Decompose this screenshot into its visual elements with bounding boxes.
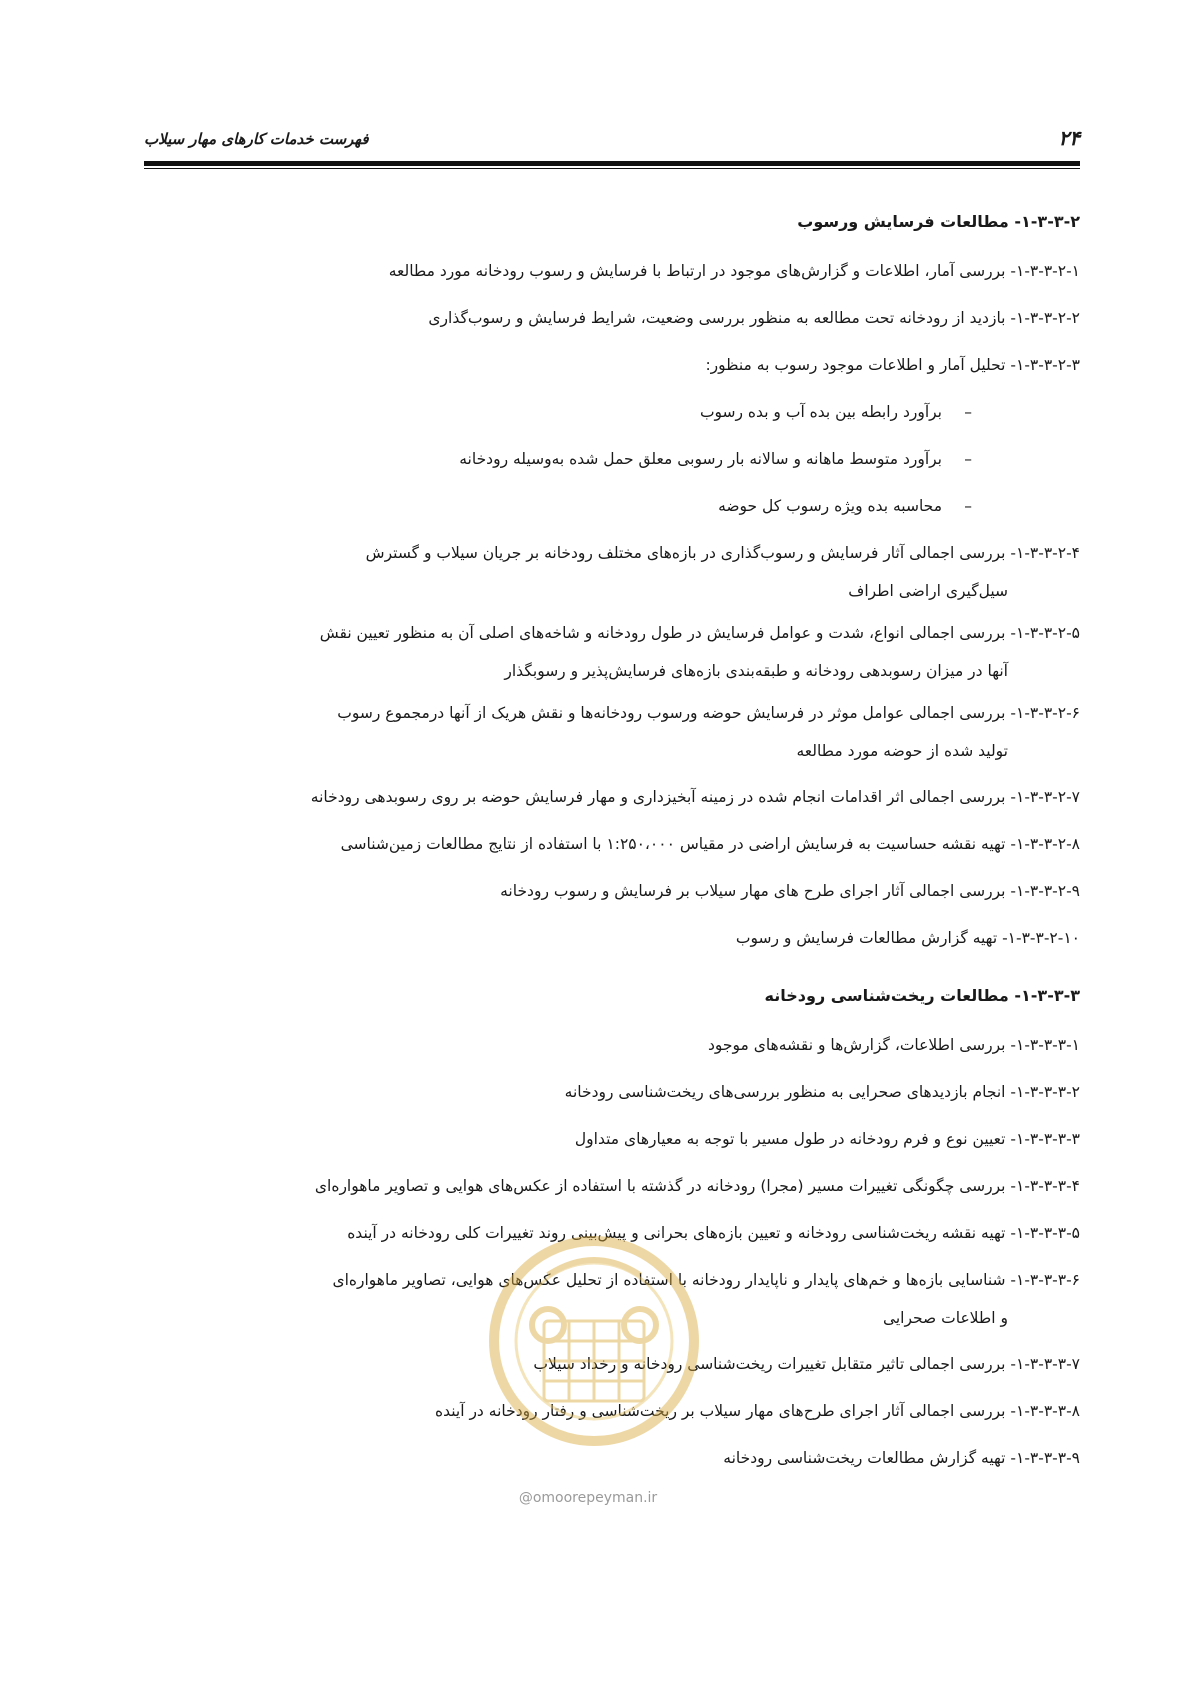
list-item: ۱-۳-۳-۳-۹- تهیه گزارش مطالعات ریخت‌شناسی رودخانه xyxy=(723,1449,1080,1467)
list-item: ۱-۳-۳-۲-۶- بررسی اجمالی عوامل موثر در فرسایش حوضه ورسوب رودخانه‌ها و نقش هریک از آنها درمجموع رسوب تولید شده از حوضه مورد مطالعه xyxy=(337,704,1080,760)
bullet-item: –برآورد رابطه بین بده آب و بده رسوب xyxy=(144,389,1080,436)
list-item: ۱-۳-۳-۳-۲- انجام بازدیدهای صحرایی به منظور بررسی‌های ریخت‌شناسی رودخانه xyxy=(564,1083,1080,1101)
list-item: ۱-۳-۳-۳-۴- بررسی چگونگی تغییرات مسیر (مجرا) رودخانه در گذشته با استفاده از عکس‌های هوایی و تصاویر ماهواره‌ای xyxy=(314,1177,1080,1195)
section-heading-morphology: ۱-۳-۳-۳- مطالعات ریخت‌شناسی رودخانه xyxy=(764,986,1080,1005)
list-item: ۱-۳-۳-۳-۵- تهیه نقشه ریخت‌شناسی رودخانه و تعیین بازه‌های بحرانی و پیش‌بینی روند تغییرات کلی رودخانه در آینده xyxy=(347,1224,1080,1242)
list-item: ۱-۳-۳-۲-۳- تحلیل آمار و اطلاعات موجود رسوب به منظور: xyxy=(705,356,1080,374)
page-number: ۲۴ xyxy=(1058,126,1080,150)
list-item: ۱-۳-۳-۳-۶- شناسایی بازه‌ها و خم‌های پایدار و ناپایدار رودخانه با استفاده از تحلیل عکس‌های هوایی، تصاویر ماهواره‌ای و اطلاعات صحرایی xyxy=(332,1271,1080,1327)
watermark-seal-icon xyxy=(478,1225,710,1457)
list-item: ۱-۳-۳-۲-۴- بررسی اجمالی آثار فرسایش و رسوب‌گذاری در بازه‌های مختلف رودخانه بر جریان سیلاب و گسترش سیل‌گیری اراضی اطراف xyxy=(365,544,1080,600)
dash-icon: – xyxy=(964,403,972,421)
list-item: ۱-۳-۳-۳-۷- بررسی اجمالی تاثیر متقابل تغییرات ریخت‌شناسی رودخانه و رخداد سیلاب xyxy=(533,1355,1080,1373)
bullet-item: –محاسبه بده ویژه رسوب کل حوضه xyxy=(144,483,1080,530)
list-item: ۱-۳-۳-۳-۸- بررسی اجمالی آثار اجرای طرح‌های مهار سیلاب بر ریخت‌شناسی و رفتار رودخانه در آینده xyxy=(434,1402,1080,1420)
list-item: ۱-۳-۳-۲-۹- بررسی اجمالی آثار اجرای طرح های مهار سیلاب بر فرسایش و رسوب رودخانه xyxy=(500,882,1080,900)
header-rule-thin xyxy=(144,168,1080,169)
dash-icon: – xyxy=(964,450,972,468)
bullet-item: –برآورد متوسط ماهانه و سالانه بار رسوبی معلق حمل شده به‌وسیله رودخانه xyxy=(144,436,1080,483)
header-rule-thick xyxy=(144,161,1080,166)
list-item: ۱-۳-۳-۲-۸- تهیه نقشه حساسیت به فرسایش اراضی در مقیاس ۱:۲۵۰،۰۰۰ با استفاده از نتایج مطالعات زمین‌شناسی xyxy=(340,835,1080,853)
page-header xyxy=(144,124,1080,154)
list-item: ۱-۳-۳-۲-۵- بررسی اجمالی انواع، شدت و عوامل فرسایش در طول رودخانه و شاخه‌های اصلی آن به منظور تعیین نقش آنها در میزان رسوبدهی رودخانه و طبقه‌بندی بازه‌های فرسایش‌پذیر و رسوبگذار xyxy=(319,624,1080,680)
dash-icon: – xyxy=(964,497,972,515)
section-heading-erosion: ۱-۳-۳-۲- مطالعات فرسایش ورسوب xyxy=(797,212,1080,231)
list-item: ۱-۳-۳-۳-۳- تعیین نوع و فرم رودخانه در طول مسیر با توجه به معیارهای متداول xyxy=(574,1130,1080,1148)
list-item: ۱-۳-۳-۲-۱۰- تهیه گزارش مطالعات فرسایش و رسوب xyxy=(735,929,1080,947)
list-item: ۱-۳-۳-۳-۱- بررسی اطلاعات، گزارش‌ها و نقشه‌های موجود xyxy=(707,1036,1080,1054)
list-item: ۱-۳-۳-۲-۷- بررسی اجمالی اثر اقدامات انجام شده در زمینه آبخیزداری و مهار فرسایش حوضه بر روی رسوبدهی رودخانه xyxy=(310,788,1080,806)
list-item: ۱-۳-۳-۲-۱- بررسی آمار، اطلاعات و گزارش‌های موجود در ارتباط با فرسایش و رسوب رودخانه مورد مطالعه xyxy=(388,262,1080,280)
watermark-url: @omoorepeyman.ir xyxy=(518,1490,658,1506)
running-title: فهرست خدمات کارهای مهار سیلاب xyxy=(144,130,369,148)
list-item: ۱-۳-۳-۲-۲- بازدید از رودخانه تحت مطالعه به منظور بررسی وضعیت، شرایط فرسایش و رسوب‌گذاری xyxy=(428,309,1080,327)
